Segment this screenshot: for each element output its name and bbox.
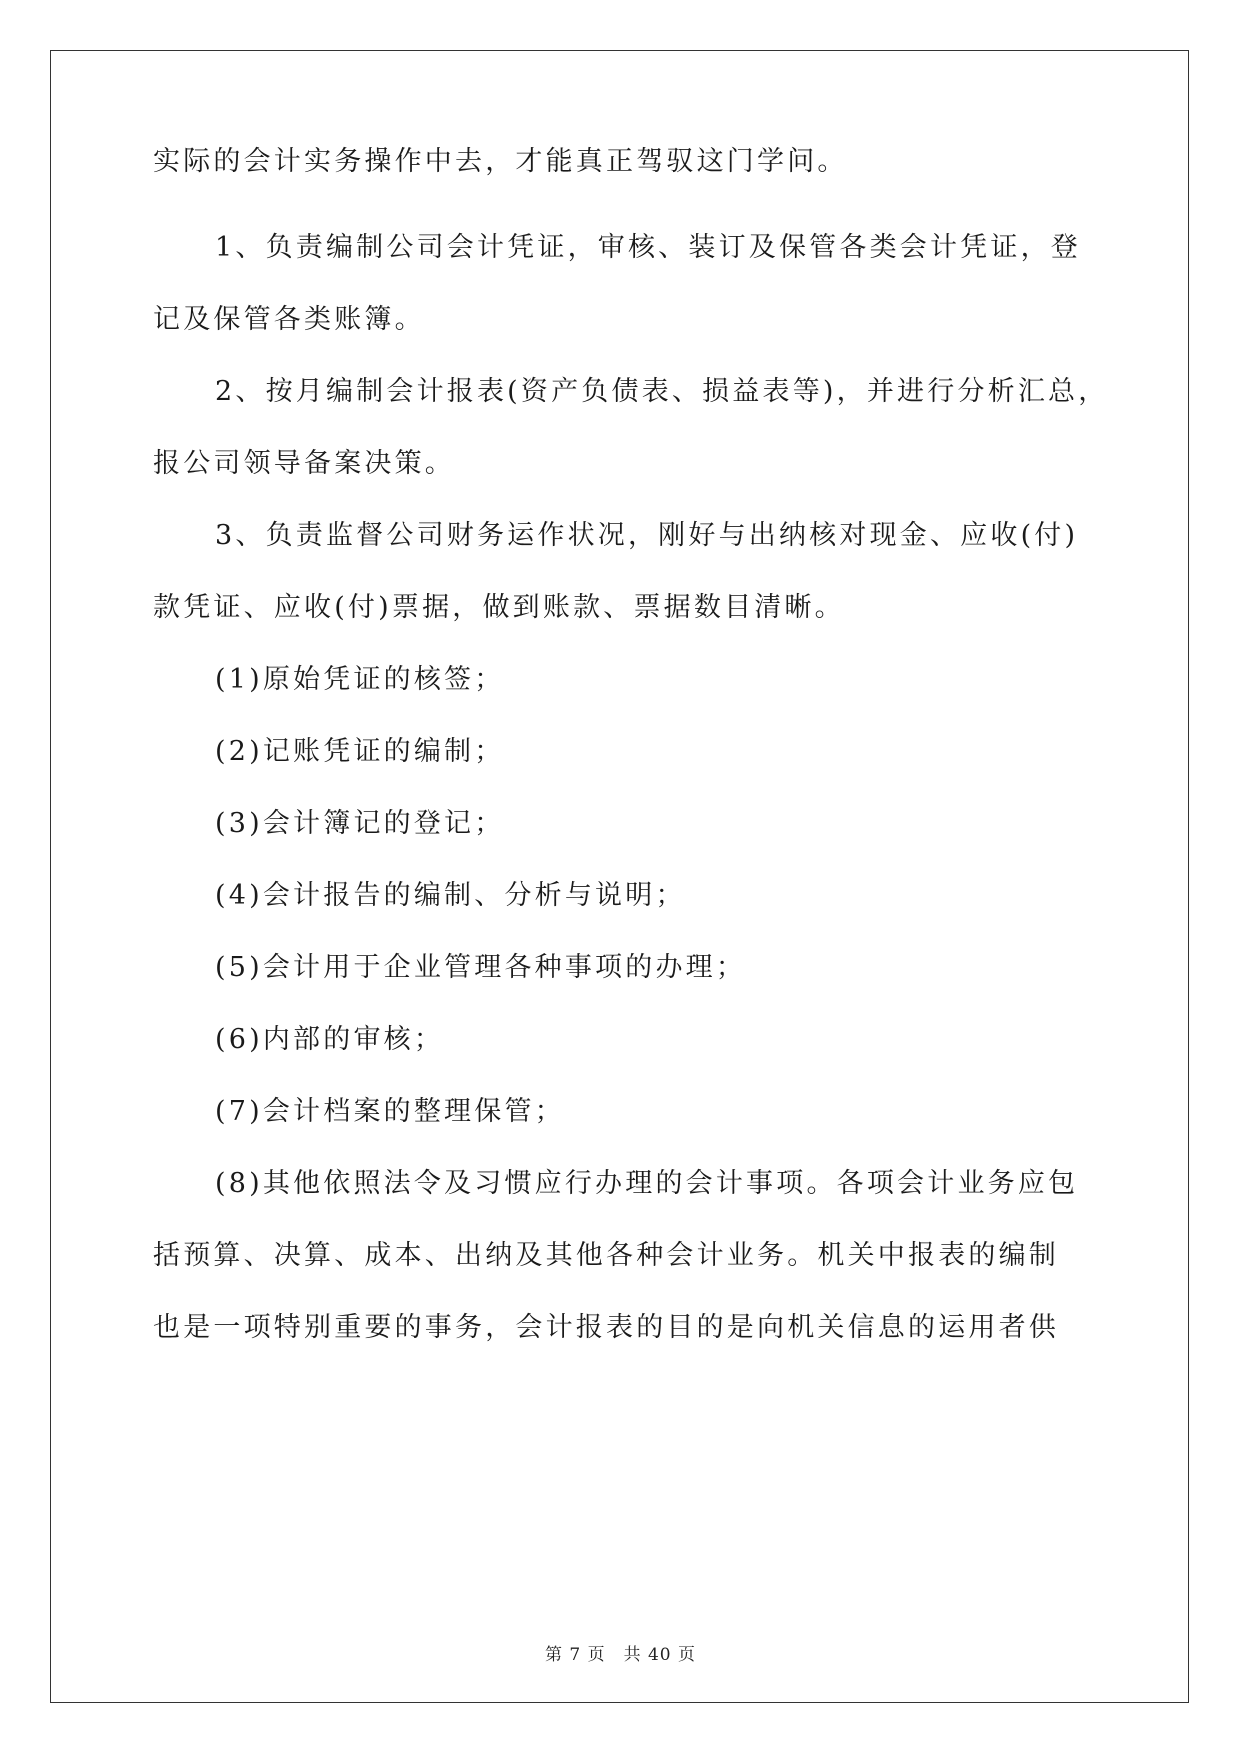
list-item: (3)会计簿记的登记； [215, 808, 505, 839]
text-line: 1、负责编制公司会计凭证，审核、装订及保管各类会计凭证，登 [215, 232, 1081, 263]
list-item: (2)记账凭证的编制； [215, 736, 505, 767]
text-line: 报公司领导备案决策。 [153, 448, 455, 479]
text-line: 款凭证、应收(付)票据，做到账款、票据数目清晰。 [153, 592, 845, 623]
list-item: (5)会计用于企业管理各种事项的办理； [215, 952, 747, 983]
text-line: 实际的会计实务操作中去，才能真正驾驭这门学问。 [153, 146, 848, 177]
list-item: (6)内部的审核； [215, 1024, 445, 1055]
list-item: (8)其他依照法令及习惯应行办理的会计事项。各项会计业务应包 [215, 1168, 1079, 1199]
list-item: (1)原始凭证的核签； [215, 664, 505, 695]
text-line: 括预算、决算、成本、出纳及其他各种会计业务。机关中报表的编制 [153, 1240, 1059, 1271]
text-line: 记及保管各类账簿。 [153, 304, 425, 335]
list-item: (4)会计报告的编制、分析与说明； [215, 880, 686, 911]
text-line: 也是一项特别重要的事务，会计报表的目的是向机关信息的运用者供 [153, 1312, 1059, 1343]
text-line: 3、负责监督公司财务运作状况，刚好与出纳核对现金、应收(付) [215, 520, 1079, 551]
list-item: (7)会计档案的整理保管； [215, 1096, 565, 1127]
page-number: 第 7 页 共 40 页 [544, 1645, 697, 1665]
text-line: 2、按月编制会计报表(资产负债表、损益表等)，并进行分析汇总， [215, 376, 1109, 407]
